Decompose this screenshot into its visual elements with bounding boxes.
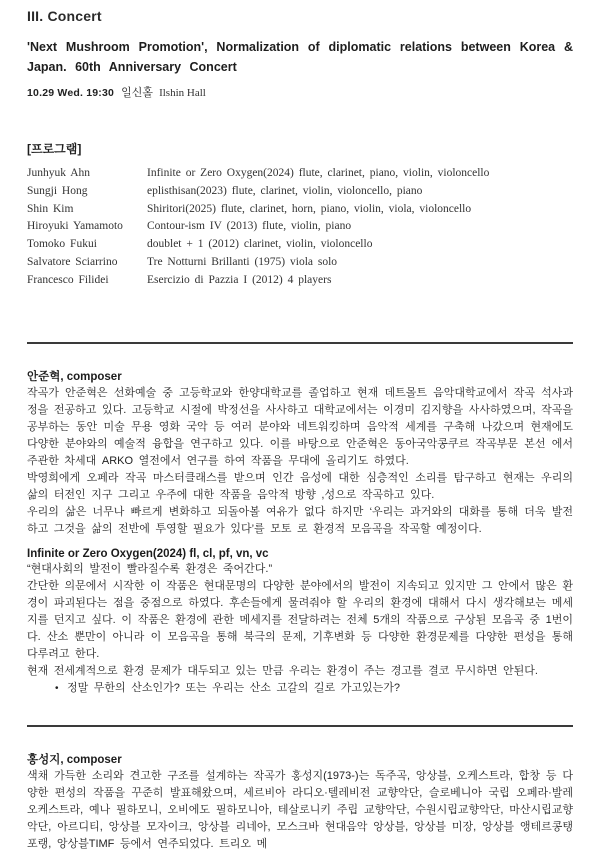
composer-bio-section-hong xyxy=(27,751,573,853)
composer-name: Hiroyuki Yamamoto xyxy=(27,220,123,233)
bio-paragraph: 박영희에게 오페라 작곡 마스터클래스를 받으며 인간 음성에 대한 심층적인 소리를 탐구하고 현재는 우리의 삶의 터전인 지구 그리고 우주에 대한 작품을 음악적 방향 ,성으로 작곡하고 있다. xyxy=(27,471,573,501)
piece-note-paragraph: 간단한 의문에서 시작한 이 작품은 현대문명의 다양한 분야에서의 발전이 지속되고 있지만 그 안에서 많은 환경이 파괴된다는 점을 중점으로 하였다. 후손들에게 물려줘야 할 우리의 환경에 대해서 다시 생각해보는 메세지를 던지고 싶다. 이 작품은 환경에 관한 메세지를 전달하려는 전체 5개의 작품으로 구상된 모음곡 중 1번이다. 산소 뿐만이 아니라 이 모음곡을 통해 북극의 문제, 기후변화 등 다양한 환경문제를 다양한 편성을 통해다루려고 한다. xyxy=(27,579,573,660)
composer-bio-section-ahn xyxy=(27,368,573,538)
piece-note-section xyxy=(27,548,573,697)
composer-name: Shin Kim xyxy=(27,202,74,215)
bullet-list-item xyxy=(27,680,573,697)
composer-name: Sungji Hong xyxy=(27,184,88,197)
piece-quote: “현대사회의 발전이 빨라질수록 환경은 죽어간다.” xyxy=(27,562,273,575)
bio-paragraph: 작곡가 안준혁은 선화예술 중 고등학교와 한양대학교를 졸업하고 현재 데트몰트 음악대학교에서 작곡 석사과정을 전공하고 있다. 고등학교 시절에 박정선을 사사하고 대학교에서는 이경미 김지향을 사사하였으며, 작곡을 공부하는 동안 미술 무용 영화 국악 등 여러 분야와 네트워킹하며 음악적 세계를 구축해 나갔으며 현재에도 다양한 분야와의 예술적 융합을 연구하고 있다. 이를 바탕으로 안준혁은 동아국악콩쿠르 작곡부문 본선 에서 주관한 차세대 ARKO 열전에서 연구를 하여 작품을 무대에 올리기도 하였다. xyxy=(27,386,573,467)
piece-note-heading: Infinite or Zero Oxygen(2024) fl, cl, pf, vn, vc xyxy=(27,547,269,560)
section-divider xyxy=(27,342,573,344)
bullet-icon: • xyxy=(55,682,59,694)
concert-dateline xyxy=(27,84,573,100)
venue-name-english: Ilshin Hall xyxy=(159,87,206,99)
bio-paragraph: 우리의 삶은 너무나 빠르게 변화하고 되돌아볼 여유가 없다 하지만 ‘우리는 과거와의 대화를 통해 더욱 발전하고 그것을 삶의 전반에 투영할 필요가 있다’를 모토 로 환경적 모음곡을 작곡할 예정이다. xyxy=(27,505,573,535)
program-row xyxy=(27,165,573,183)
piece-title: Infinite or Zero Oxygen(2024) flute, clarinet, piano, violin, violoncello xyxy=(147,167,490,179)
program-row xyxy=(27,254,573,272)
program-row xyxy=(27,218,573,236)
piece-note-paragraph: 현재 전세계적으로 환경 문제가 대두되고 있는 만큼 우리는 환경이 주는 경고를 결코 무시하면 안된다. xyxy=(27,664,538,677)
program-row xyxy=(27,183,573,201)
bio-paragraph: 색채 가득한 소리와 견고한 구조를 설계하는 작곡가 홍성지(1973-)는 독주곡, 앙상블, 오케스트라, 합창 등 다양한 편성의 작품을 꾸준히 발표해왔으며, 세르비아 라디오·텔레비전 교향악단, 슬로베니아 국립 오페라·발레 오케스트라, 예나 필하모니, 오비에도 필하모니아, 테살로니키 주립 교향악단, 수원시립교향악단, 마산시립교향악단, 아르디티, 앙상블 모자이크, 앙상블 리네아, 모스크바 현대음악 앙상블, 앙상블 미장, 앙상블 앵테르콩탱포랭, 앙상블TIMF 등에서 연주되었다. 트리오 메 xyxy=(27,769,573,850)
piece-title: Tre Notturni Brillanti (1975) viola solo xyxy=(147,255,338,268)
program-row xyxy=(27,236,573,254)
bullet-text: 정말 무한의 산소인가? 또는 우리는 산소 고갈의 길로 가고있는가? xyxy=(67,681,400,694)
composer-name: Tomoko Fukui xyxy=(27,238,97,251)
program-row xyxy=(27,272,573,290)
program-heading: [프로그램] xyxy=(27,142,82,156)
section-divider xyxy=(27,725,573,727)
piece-title: Esercizio di Pazzia I (2012) 4 players xyxy=(147,273,332,286)
page-title: III. Concert xyxy=(27,8,102,24)
composer-name: Salvatore Sciarrino xyxy=(27,255,118,268)
piece-title: doublet + 1 (2012) clarinet, violin, violoncello xyxy=(147,238,373,251)
piece-title: Contour-ism IV (2013) flute, violin, piano xyxy=(147,220,352,233)
composer-name: Francesco Filidei xyxy=(27,273,109,286)
program-row xyxy=(27,201,573,219)
concert-datetime: 10.29 Wed. 19:30 xyxy=(27,87,115,99)
composer-bio-heading: 안준혁, composer xyxy=(27,370,122,383)
piece-title: eplisthisan(2023) flute, clarinet, violin, violoncello, piano xyxy=(147,184,423,197)
composer-name: Junhyuk Ahn xyxy=(27,167,91,179)
piece-title: Shiritori(2025) flute, clarinet, horn, piano, violin, viola, violoncello xyxy=(147,202,472,215)
venue-name-korean: 일신홀 xyxy=(121,87,154,99)
composer-bio-heading: 홍성지, composer xyxy=(27,753,122,766)
concert-subtitle: 'Next Mushroom Promotion', Normalization of diplomatic relations between Korea & Japan. 60th Anniversary Concert xyxy=(27,40,573,74)
program-section xyxy=(27,140,573,290)
